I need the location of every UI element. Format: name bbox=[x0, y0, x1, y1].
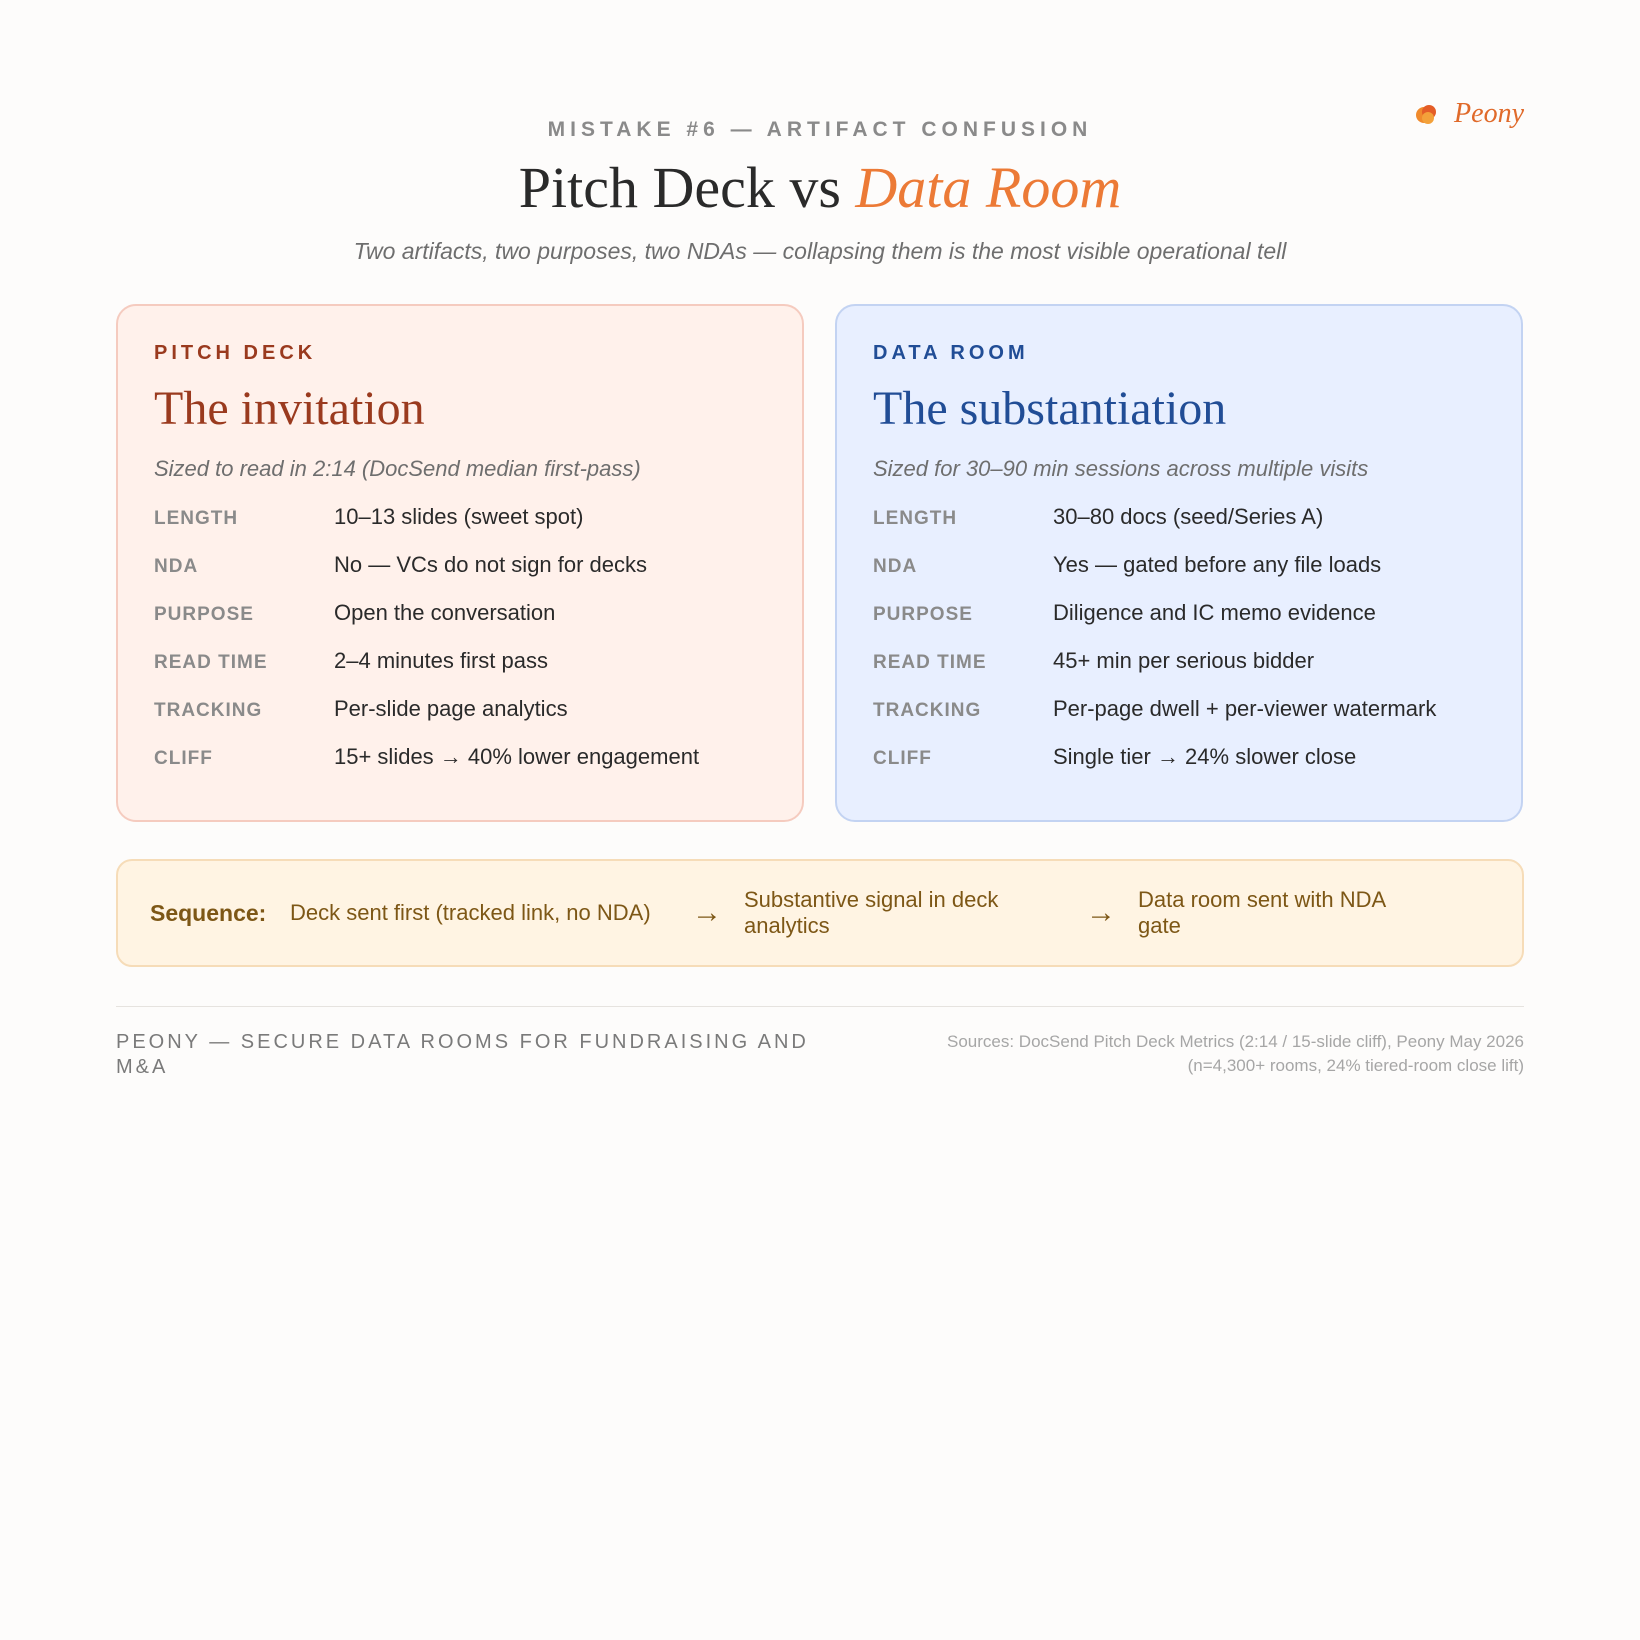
attribute-key: PURPOSE bbox=[873, 603, 973, 625]
footer-tagline: PEONY — SECURE DATA ROOMS FOR FUNDRAISING AND M&A bbox=[116, 1031, 809, 1078]
attribute-value: 45+ min per serious bidder bbox=[1053, 647, 1315, 673]
attribute-value: Open the conversation bbox=[334, 599, 556, 625]
attribute-key: LENGTH bbox=[154, 507, 239, 529]
attribute-value: Single tier → 24% slower close bbox=[1053, 743, 1357, 769]
attribute-row-cliff bbox=[873, 744, 1485, 792]
page-eyebrow: MISTAKE #6 — ARTIFACT CONFUSION bbox=[547, 118, 1093, 141]
card-title: The substantiation bbox=[873, 382, 1227, 435]
attribute-value: Per-slide page analytics bbox=[334, 695, 568, 721]
attribute-key: READ TIME bbox=[154, 651, 268, 673]
brand-name: Peony bbox=[1454, 98, 1524, 129]
attribute-row-tracking bbox=[154, 696, 766, 744]
attribute-list bbox=[154, 504, 766, 792]
title-accent: Data Room bbox=[855, 155, 1122, 220]
attribute-row-read-time bbox=[873, 648, 1485, 696]
sequence-step-1: Deck sent first (tracked link, no NDA) bbox=[290, 899, 651, 925]
pitch-deck-card bbox=[116, 304, 804, 822]
attribute-list bbox=[873, 504, 1485, 792]
attribute-row-purpose bbox=[154, 600, 766, 648]
sequence-step-3: Data room sent with NDA gate bbox=[1138, 886, 1385, 938]
attribute-key: PURPOSE bbox=[154, 603, 254, 625]
attribute-key: CLIFF bbox=[873, 747, 932, 769]
footer-divider bbox=[116, 1006, 1524, 1007]
footer-sources bbox=[884, 1030, 1524, 1078]
attribute-row-nda bbox=[154, 552, 766, 600]
attribute-value: Per-page dwell + per-viewer watermark bbox=[1053, 695, 1437, 721]
attribute-value: 10–13 slides (sweet spot) bbox=[334, 503, 584, 529]
attribute-row-nda bbox=[873, 552, 1485, 600]
page-subtitle: Two artifacts, two purposes, two NDAs — collapsing them is the most visible operational tell bbox=[353, 237, 1287, 264]
attribute-row-length bbox=[154, 504, 766, 552]
attribute-key: NDA bbox=[873, 555, 918, 577]
attribute-row-cliff bbox=[154, 744, 766, 792]
attribute-row-purpose bbox=[873, 600, 1485, 648]
arrow-right-icon: → bbox=[1086, 896, 1116, 929]
data-room-card bbox=[835, 304, 1523, 822]
sequence-label: Sequence: bbox=[150, 899, 267, 926]
attribute-value: Diligence and IC memo evidence bbox=[1053, 599, 1376, 625]
attribute-key: TRACKING bbox=[873, 699, 982, 721]
attribute-key: NDA bbox=[154, 555, 199, 577]
sequence-step-2: Substantive signal in deck analytics bbox=[744, 886, 999, 938]
attribute-row-tracking bbox=[873, 696, 1485, 744]
card-subtitle: Sized for 30–90 min sessions across multiple visits bbox=[873, 455, 1369, 481]
attribute-key: LENGTH bbox=[873, 507, 958, 529]
attribute-row-length bbox=[873, 504, 1485, 552]
sources-line: Sources: DocSend Pitch Deck Metrics (2:14 / 15-slide cliff), Peony May 2026 bbox=[947, 1032, 1524, 1051]
attribute-key: READ TIME bbox=[873, 651, 987, 673]
title-main: Pitch Deck vs bbox=[518, 155, 856, 220]
attribute-value: 15+ slides → 40% lower engagement bbox=[334, 743, 700, 769]
sequence-banner bbox=[116, 859, 1524, 967]
attribute-key: TRACKING bbox=[154, 699, 263, 721]
attribute-key: CLIFF bbox=[154, 747, 213, 769]
card-title: The invitation bbox=[154, 382, 425, 435]
attribute-value: Yes — gated before any file loads bbox=[1053, 551, 1382, 577]
sources-line: (n=4,300+ rooms, 24% tiered-room close lift) bbox=[1187, 1055, 1524, 1075]
attribute-value: No — VCs do not sign for decks bbox=[334, 551, 648, 577]
page-title bbox=[0, 156, 1640, 220]
card-eyebrow: PITCH DECK bbox=[154, 342, 317, 364]
attribute-value: 30–80 docs (seed/Series A) bbox=[1053, 503, 1324, 529]
arrow-right-icon: → bbox=[692, 896, 722, 929]
page-header bbox=[0, 118, 1640, 265]
attribute-value: 2–4 minutes first pass bbox=[334, 647, 548, 673]
card-subtitle: Sized to read in 2:14 (DocSend median first-pass) bbox=[154, 455, 641, 481]
attribute-row-read-time bbox=[154, 648, 766, 696]
card-eyebrow: DATA ROOM bbox=[873, 342, 1029, 364]
